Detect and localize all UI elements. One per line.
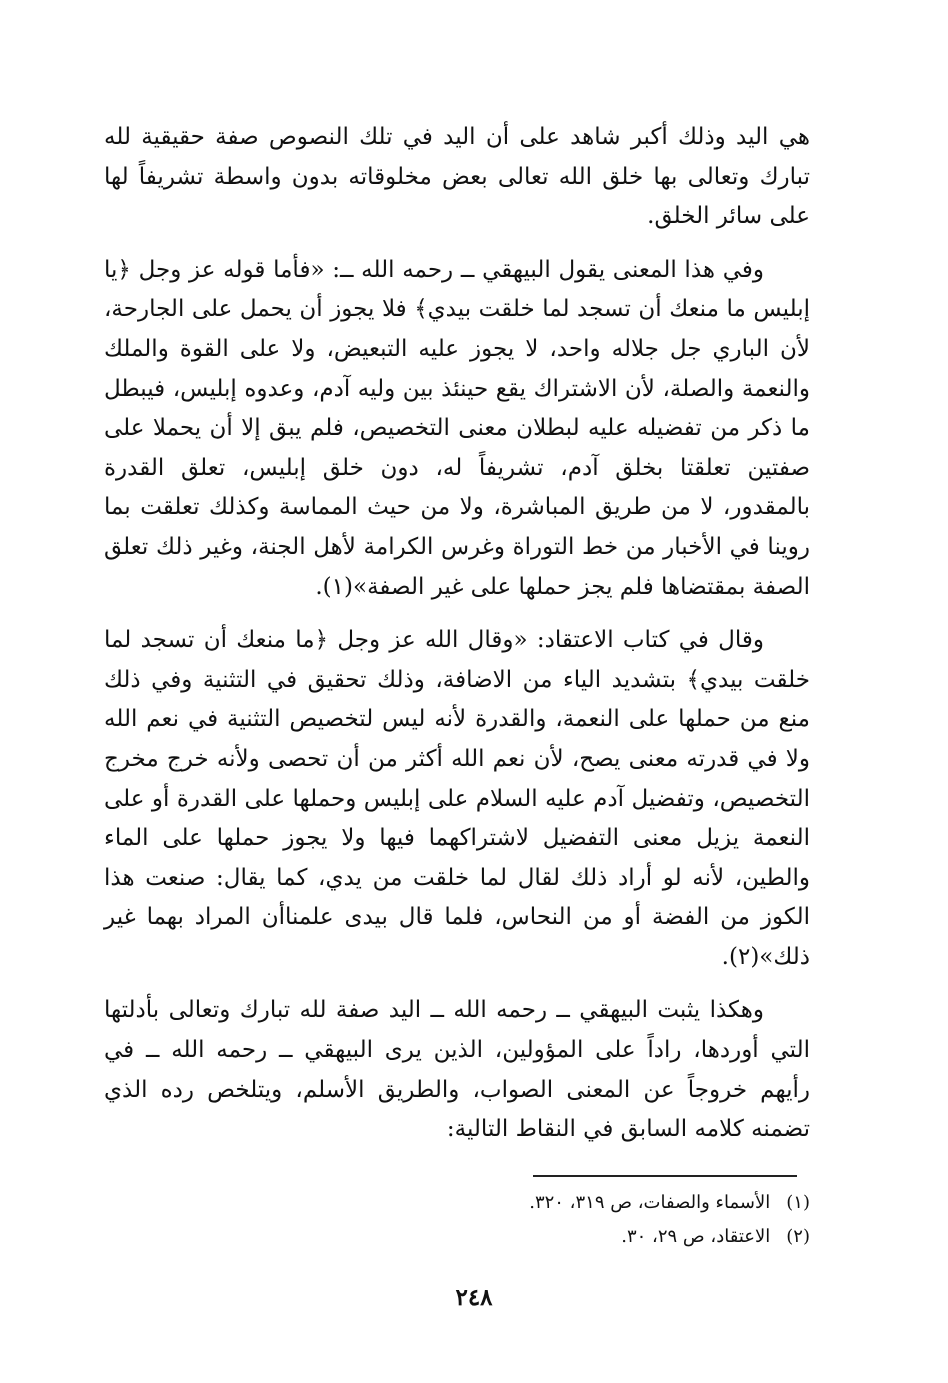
- footnotes: [300, 1186, 810, 1254]
- footnote-text: الأسماء والصفات، ص ٣١٩، ٣٢٠.: [529, 1192, 771, 1213]
- main-text: [104, 118, 810, 1150]
- page-number: ٢٤٨: [455, 1284, 493, 1311]
- footnote-divider: [533, 1175, 797, 1177]
- paragraph-3: وقال في كتاب الاعتقاد: «وقال الله عز وجل ﴿ما منعك أن تسجد لما خلقت بيدي﴾ بتشديد الياء من الاضافة، وذلك تحقيق في التثنية وفي ذلك منع من حملها على النعمة، والقدرة لأنه ليس لتخصيص التثنية في نعم الله ولا في قدرته معنى يصح، لأن نعم الله أكثر من أن تحصى ولأنه خرج مخرج التخصيص، وتفضيل آدم عليه السلام على إبليس وحملها على القدرة أو على النعمة يزيل معنى التفضيل لاشتراكهما فيها ولا يجوز حملها على الماء والطين، لأنه لو أراد ذلك لقال لما خلقت من يدي، كما يقال: صنعت هذا الكوز من الفضة أو من النحاس، فلما قال بيدى علمناأن المراد بهما غير ذلك»(٢).: [104, 627, 810, 970]
- footnote-number: (٢): [786, 1226, 810, 1247]
- paragraph-4: وهكذا يثبت البيهقي ــ رحمه الله ــ اليد صفة لله تبارك وتعالى بأدلتها التي أوردها، راداً على المؤولين، الذين يرى البيهقي ــ رحمه الله ــ في رأيهم خروجاً عن المعنى الصواب، والطريق الأسلم، ويتلخص رده الذي تضمنه كلامه السابق في النقاط التالية:: [104, 997, 810, 1143]
- footnote-number: (١): [786, 1192, 810, 1213]
- paragraph-2: وفي هذا المعنى يقول البيهقي ــ رحمه الله ــ: «فأما قوله عز وجل ﴿يا إبليس ما منعك أن تسجد لما خلقت بيدي﴾ فلا يجوز أن يحمل على الجارحة، لأن الباري جل جلاله واحد، لا يجوز عليه التبعيض، ولا على القوة والملك والنعمة والصلة، لأن الاشتراك يقع حينئذ بين وليه آدم، وعدوه إبليس، فيبطل ما ذكر من تفضيله عليه لبطلان معنى التخصيص، فلم يبق إلا أن يحملا على صفتين تعلقتا بخلق آدم، تشريفاً له، دون خلق إبليس، تعلق القدرة بالمقدور، لا من طريق المباشرة، ولا من حيث المماسة وكذلك تعلقت بما روينا في الأخبار من خط التوراة وغرس الكرامة لأهل الجنة، وغير ذلك تعلق الصفة بمقتضاها فلم يجز حملها على غير الصفة»(١).: [104, 256, 810, 600]
- footnote-1: [300, 1186, 810, 1220]
- footnote-2: [300, 1220, 810, 1254]
- footnote-text: الاعتقاد، ص ٢٩، ٣٠.: [621, 1226, 771, 1247]
- paragraph-1: هي اليد وذلك أكبر شاهد على أن اليد في تلك النصوص صفة حقيقية لله تبارك وتعالى بها خلق الله تعالى بعض مخلوقاته بدون واسطة تشريفاً لها على سائر الخلق.: [104, 124, 810, 230]
